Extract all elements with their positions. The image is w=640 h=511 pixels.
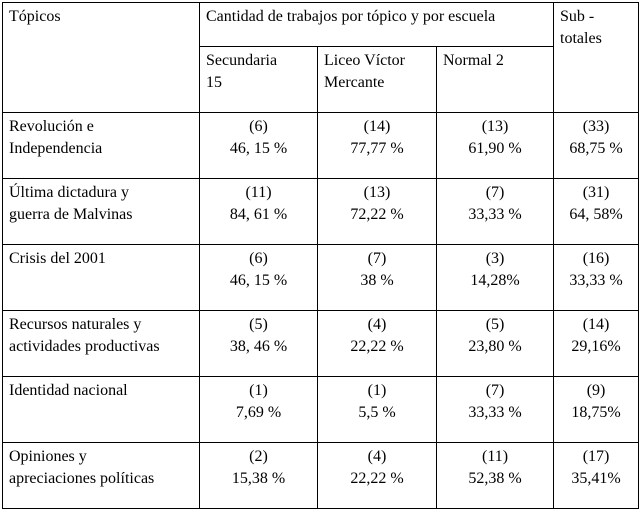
percent-value: 72,22 % <box>350 206 404 223</box>
count-value: (17) <box>582 448 610 465</box>
count-value: (9) <box>586 382 606 399</box>
topic-label: actividades productivas <box>9 338 160 355</box>
header-topics: Tópicos <box>3 3 200 113</box>
percent-value: 52,38 % <box>468 470 522 487</box>
percent-value: 35,41% <box>571 470 621 487</box>
percent-value: 84, 61 % <box>229 206 288 223</box>
topic-label: Opiniones y <box>9 448 87 465</box>
header-subtotals: Sub - totales <box>554 3 639 113</box>
table-row <box>3 113 639 179</box>
topic-label: Última dictadura y <box>9 184 129 201</box>
count-cell <box>437 113 554 179</box>
count-value: (7) <box>485 184 505 201</box>
table-row <box>3 311 639 377</box>
subtotal-cell <box>554 443 639 509</box>
count-cell <box>318 443 437 509</box>
count-value: (31) <box>582 184 610 201</box>
count-value: (5) <box>485 316 505 333</box>
count-cell <box>318 245 437 311</box>
subtotal-cell <box>554 377 639 443</box>
count-cell <box>200 245 318 311</box>
percent-value: 61,90 % <box>468 140 522 157</box>
percent-value: 5,5 % <box>358 404 396 421</box>
subtotal-cell <box>554 179 639 245</box>
topics-table <box>2 2 639 509</box>
percent-value: 29,16% <box>571 338 621 355</box>
count-value: (7) <box>485 382 505 399</box>
percent-value: 38 % <box>360 272 394 289</box>
subtotal-cell <box>554 245 639 311</box>
subtotal-cell <box>554 311 639 377</box>
topic-label: Crisis del 2001 <box>9 250 106 267</box>
topic-cell <box>3 245 200 311</box>
count-value: (2) <box>249 448 268 465</box>
topic-cell <box>3 179 200 245</box>
percent-value: 23,80 % <box>468 338 522 355</box>
percent-value: 33,33 % <box>468 404 522 421</box>
count-value: (4) <box>367 448 387 465</box>
count-value: (11) <box>481 448 509 465</box>
count-cell <box>437 443 554 509</box>
topic-label: Independencia <box>9 140 103 157</box>
table-row <box>3 443 639 509</box>
percent-value: 14,28% <box>470 272 520 289</box>
percent-value: 15,38 % <box>231 470 286 487</box>
count-cell <box>318 377 437 443</box>
topic-label: Identidad nacional <box>9 382 128 399</box>
count-value: (6) <box>249 250 268 267</box>
count-value: (6) <box>249 118 268 135</box>
topic-label: guerra de Malvinas <box>9 206 133 223</box>
percent-value: 33,33 % <box>569 272 623 289</box>
count-value: (3) <box>485 250 505 267</box>
topic-label: apreciaciones políticas <box>9 470 155 487</box>
percent-value: 38, 46 % <box>229 338 288 355</box>
count-cell <box>437 179 554 245</box>
header-school-secundaria: Secundaria 15 <box>200 47 318 113</box>
subtotal-cell <box>554 113 639 179</box>
percent-value: 64, 58% <box>569 206 623 223</box>
count-cell <box>318 113 437 179</box>
table-body <box>3 113 639 509</box>
topic-cell <box>3 311 200 377</box>
header-school-group: Cantidad de trabajos por tópico y por escuela <box>200 3 554 47</box>
topic-cell <box>3 443 200 509</box>
topic-cell <box>3 113 200 179</box>
count-value: (13) <box>481 118 509 135</box>
count-cell <box>437 311 554 377</box>
count-cell <box>437 377 554 443</box>
topic-cell <box>3 377 200 443</box>
count-value: (13) <box>363 184 391 201</box>
count-value: (1) <box>367 382 387 399</box>
header-row-1 <box>3 3 639 47</box>
count-value: (1) <box>249 382 268 399</box>
table-row <box>3 179 639 245</box>
percent-value: 77,77 % <box>350 140 404 157</box>
topic-label: Revolución e <box>9 118 94 135</box>
count-cell <box>318 179 437 245</box>
header-school-liceo: Liceo Víctor Mercante <box>318 47 437 113</box>
count-value: (14) <box>363 118 391 135</box>
header-school-normal: Normal 2 <box>437 47 554 113</box>
count-value: (33) <box>582 118 610 135</box>
count-cell <box>437 245 554 311</box>
count-cell <box>200 377 318 443</box>
count-value: (16) <box>582 250 610 267</box>
percent-value: 33,33 % <box>468 206 522 223</box>
percent-value: 22,22 % <box>350 470 404 487</box>
percent-value: 7,69 % <box>235 404 282 421</box>
table-row <box>3 377 639 443</box>
count-value: (14) <box>582 316 610 333</box>
count-cell <box>318 311 437 377</box>
percent-value: 22,22 % <box>350 338 404 355</box>
table-row <box>3 245 639 311</box>
count-value: (11) <box>245 184 272 201</box>
count-cell <box>200 113 318 179</box>
count-cell <box>200 443 318 509</box>
topic-label: Recursos naturales y <box>9 316 142 333</box>
count-cell <box>200 311 318 377</box>
percent-value: 18,75% <box>571 404 621 421</box>
percent-value: 46, 15 % <box>229 140 288 157</box>
count-value: (4) <box>367 316 387 333</box>
percent-value: 46, 15 % <box>229 272 288 289</box>
count-value: (5) <box>249 316 268 333</box>
count-cell <box>200 179 318 245</box>
percent-value: 68,75 % <box>569 140 623 157</box>
count-value: (7) <box>367 250 387 267</box>
